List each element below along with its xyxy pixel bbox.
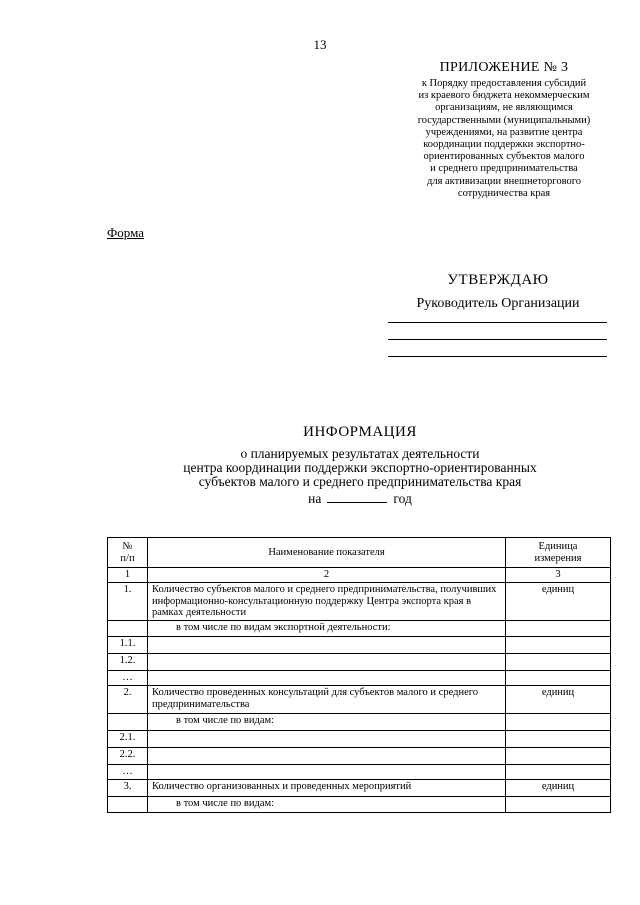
row-indicator-name [148, 654, 506, 671]
row-indicator-name: в том числе по видам экспортной деятельности: [148, 621, 506, 637]
info-line: субъектов малого и среднего предпринимательства края [198, 474, 522, 489]
table-column-number-row [108, 568, 611, 583]
appendix-subtitle-line: ориентированных субъектов малого [423, 151, 585, 163]
column-number: 2 [148, 568, 506, 583]
appendix-subtitle-line: координации поддержки экспортно- [423, 139, 585, 151]
row-unit [506, 731, 611, 748]
row-number [108, 797, 148, 813]
appendix-subtitle [388, 78, 620, 200]
row-indicator-name: Количество организованных и проведенных мероприятий [148, 780, 506, 797]
row-unit [506, 654, 611, 671]
year-blank [327, 491, 387, 503]
row-number: 2.1. [108, 731, 148, 748]
table-row [108, 714, 611, 731]
table-row [108, 686, 611, 714]
row-unit [506, 765, 611, 780]
table-row [108, 797, 611, 813]
row-unit [506, 621, 611, 637]
row-indicator-name: Количество проведенных консультаций для субъектов малого и среднего предпринимательства [148, 686, 506, 714]
row-unit: единиц [506, 686, 611, 714]
row-unit: единиц [506, 583, 611, 621]
appendix-subtitle-line: и среднего предпринимательства [430, 163, 578, 175]
row-indicator-name: в том числе по видам: [148, 714, 506, 731]
row-unit [506, 797, 611, 813]
year-line [110, 491, 610, 507]
table-row [108, 621, 611, 637]
column-number: 3 [506, 568, 611, 583]
row-number [108, 621, 148, 637]
row-indicator-name [148, 748, 506, 765]
info-block [110, 424, 610, 507]
appendix-subtitle-line: учреждениями, на развитие центра [425, 126, 583, 138]
year-prefix: на [308, 491, 322, 506]
row-number: 2. [108, 686, 148, 714]
row-number: 1.1. [108, 637, 148, 654]
row-unit: единиц [506, 780, 611, 797]
table-row [108, 671, 611, 686]
row-number: … [108, 671, 148, 686]
row-number: 3. [108, 780, 148, 797]
row-indicator-name [148, 671, 506, 686]
table-row [108, 748, 611, 765]
signature-line [388, 356, 607, 357]
appendix-subtitle-line: сотрудничества края [457, 187, 551, 199]
page-number: 13 [313, 37, 327, 52]
appendix-title: ПРИЛОЖЕНИЕ № 3 [439, 60, 569, 75]
table-row [108, 637, 611, 654]
year-suffix: год [393, 491, 412, 506]
header-name: Наименование показателя [148, 538, 506, 568]
row-number: 1. [108, 583, 148, 621]
approve-title: УТВЕРЖДАЮ [447, 272, 549, 288]
table-row [108, 780, 611, 797]
header-number: № п/п [108, 538, 148, 568]
signature-line [388, 322, 607, 323]
table-row [108, 583, 611, 621]
row-number: 1.2. [108, 654, 148, 671]
row-number [108, 714, 148, 731]
appendix-subtitle-line: государственными (муниципальными) [417, 114, 591, 126]
row-indicator-name [148, 765, 506, 780]
appendix-subtitle-line: к Порядку предоставления субсидий [421, 78, 587, 89]
table-header-row [108, 538, 611, 568]
report-table [107, 537, 611, 813]
table-row [108, 765, 611, 780]
appendix-subtitle-line: организациям, не являющимся [435, 102, 573, 114]
table-row [108, 654, 611, 671]
info-title: ИНФОРМАЦИЯ [303, 424, 417, 440]
row-unit [506, 714, 611, 731]
approve-subtitle: Руководитель Организации [416, 296, 580, 311]
row-number: 2.2. [108, 748, 148, 765]
row-number: … [108, 765, 148, 780]
table-row [108, 731, 611, 748]
info-line: о планируемых результатах деятельности [240, 446, 480, 461]
appendix-subtitle-line: из краевого бюджета некоммерческим [418, 90, 590, 102]
info-line: центра координации поддержки экспортно-ориентированных [183, 460, 537, 475]
appendix-subtitle-line: для активизации внешнеторгового [426, 175, 581, 187]
appendix-block [388, 60, 620, 200]
header-unit: Единица измерения [506, 538, 611, 568]
column-number: 1 [108, 568, 148, 583]
signature-line [388, 339, 607, 340]
approve-block [380, 272, 616, 312]
row-indicator-name [148, 731, 506, 748]
form-label: Форма [107, 225, 144, 240]
row-indicator-name: Количество субъектов малого и среднего предпринимательства, получивших информационно-консультационную поддержку Центра экспорта края в рамках деятельности [148, 583, 506, 621]
row-indicator-name: в том числе по видам: [148, 797, 506, 813]
row-unit [506, 748, 611, 765]
row-unit [506, 671, 611, 686]
row-unit [506, 637, 611, 654]
row-indicator-name [148, 637, 506, 654]
table-body [108, 583, 611, 813]
